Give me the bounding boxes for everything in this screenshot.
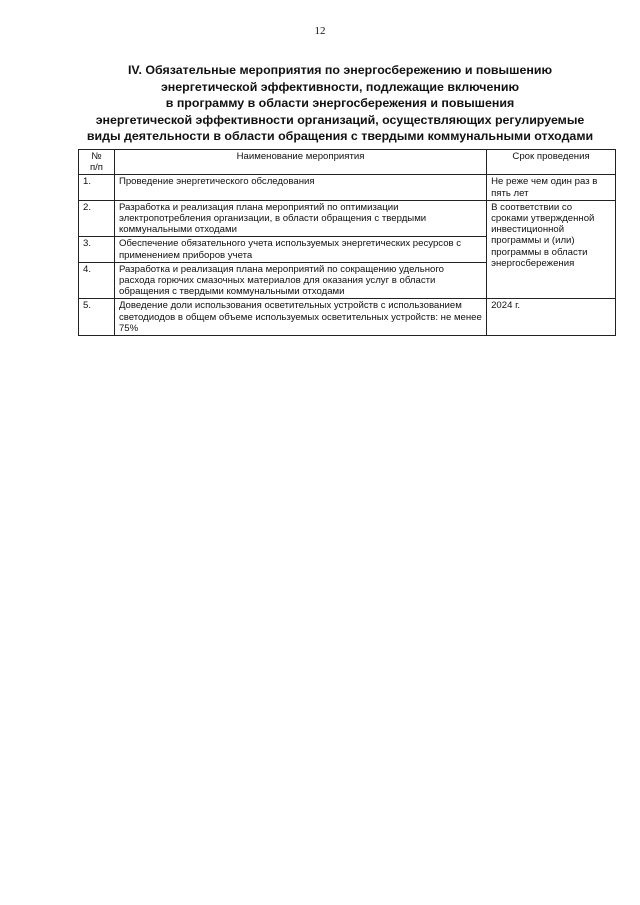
table-row <box>79 299 616 336</box>
row-number: 2. <box>79 200 115 237</box>
table-header-row <box>79 150 616 175</box>
title-line-5: виды деятельности в области обращения с твердыми коммунальными отходами <box>86 129 594 143</box>
title-line-3: в программу в области энергосбережения и повышения <box>165 96 515 110</box>
header-term: Срок проведения <box>487 150 616 175</box>
row-measure-name: Обеспечение обязательного учета используемых энергетических ресурсов с применением приборов учета <box>114 237 486 262</box>
table-row <box>79 175 616 200</box>
row-measure-name: Разработка и реализация плана мероприятий по сокращению удельного расхода горючих смазочных материалов для оказания услуг в области обращения с твердыми коммунальными отходами <box>114 262 486 299</box>
header-number-line2: п/п <box>89 162 103 174</box>
header-measure-name: Наименование мероприятия <box>114 150 486 175</box>
title-line-1: IV. Обязательные мероприятия по энергосбережению и повышению <box>127 63 553 77</box>
row-number: 4. <box>79 262 115 299</box>
section-title <box>60 62 620 145</box>
row-measure-name: Разработка и реализация плана мероприятий по оптимизации электропотребления организации, в области обращения с твердыми коммунальными отходами <box>114 200 486 237</box>
row-term: Не реже чем один раз в пять лет <box>487 175 616 200</box>
header-number-line1: № <box>91 151 102 162</box>
row-measure-name: Проведение энергетического обследования <box>114 175 486 200</box>
page-number: 12 <box>314 25 326 37</box>
row-number: 1. <box>79 175 115 200</box>
title-line-4: энергетической эффективности организаций, осуществляющих регулируемые <box>95 112 585 127</box>
header-number <box>79 150 115 175</box>
table-row <box>79 200 616 237</box>
row-term: 2024 г. <box>487 299 616 336</box>
title-line-2: энергетической эффективности, подлежащие включению <box>160 79 520 94</box>
row-measure-name: Доведение доли использования осветительных устройств с использованием светодиодов в общем объеме используемых осветительных устройств: не менее 75% <box>114 299 486 336</box>
measures-table <box>78 149 616 336</box>
row-number: 5. <box>79 299 115 336</box>
row-term-merged: В соответствии со сроками утвержденной инвестиционной программы и (или) программы в области энергосбережения <box>487 200 616 299</box>
row-number: 3. <box>79 237 115 262</box>
